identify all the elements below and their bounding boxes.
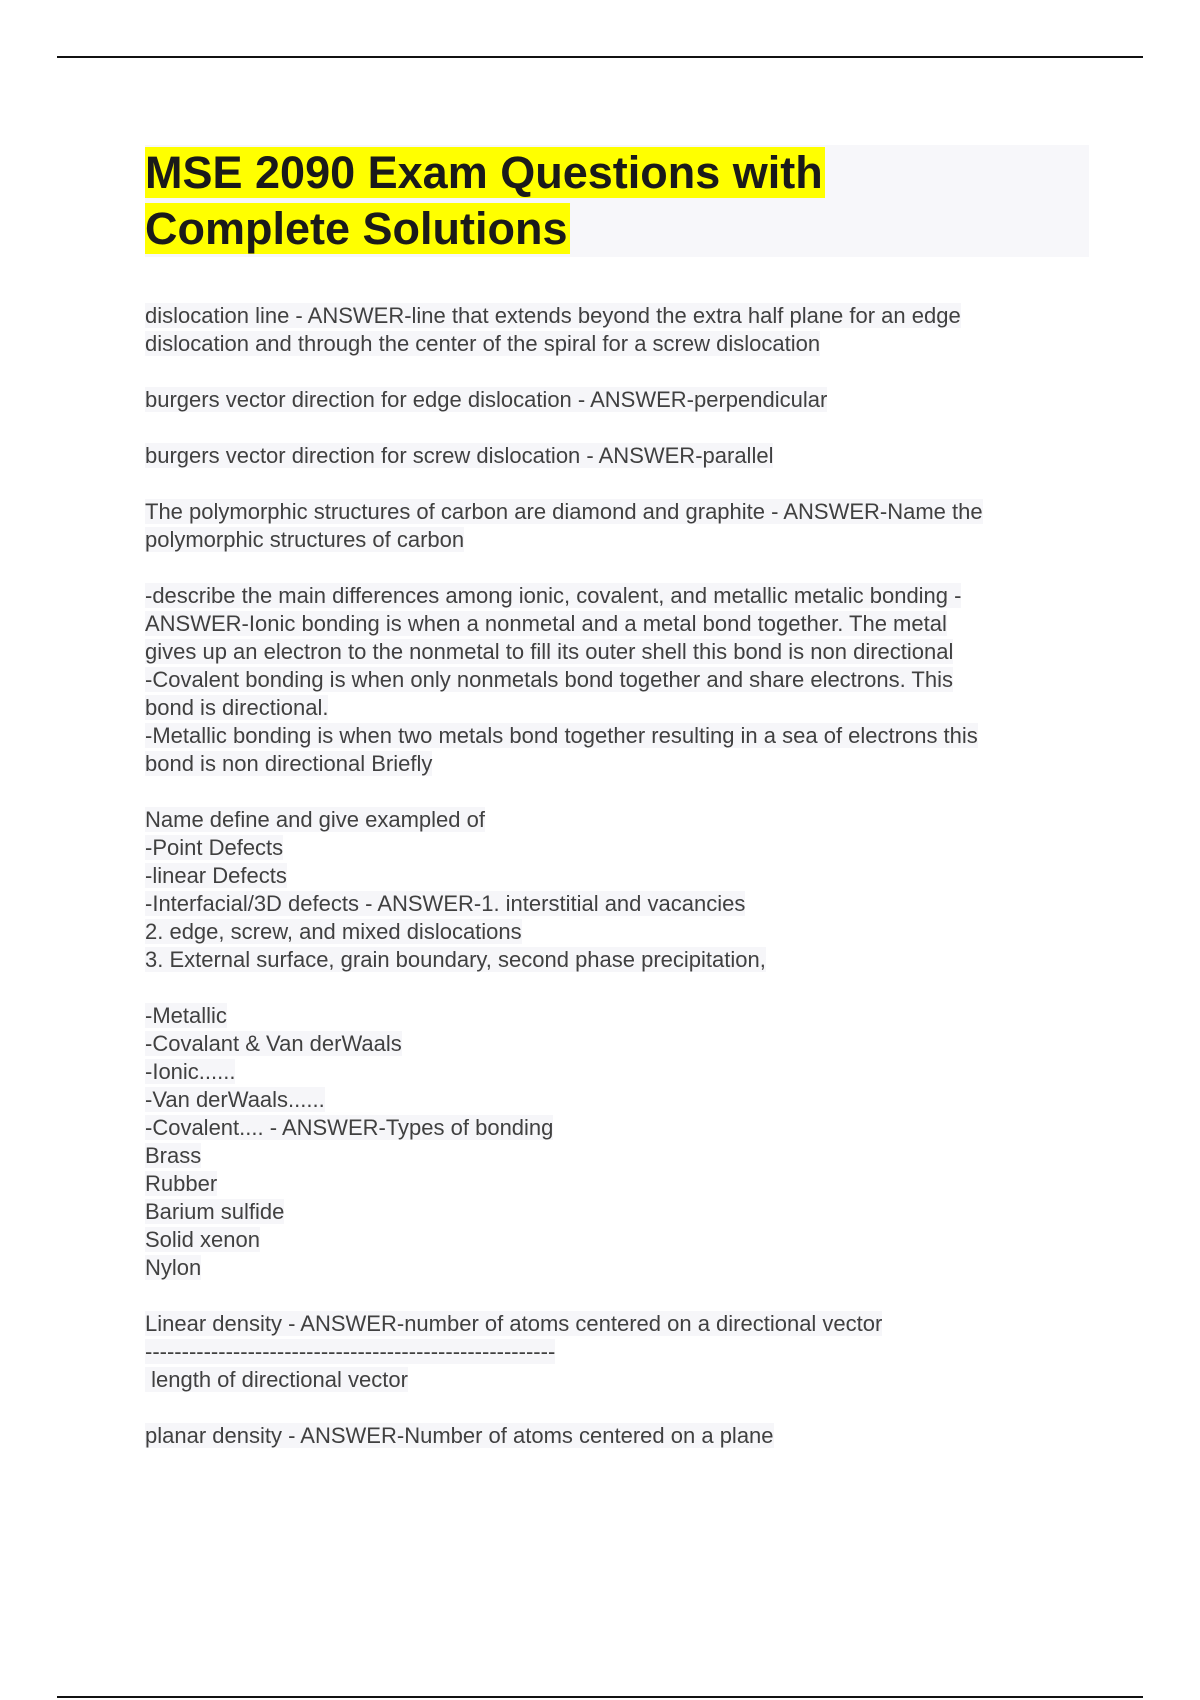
qa-line xyxy=(145,946,1089,974)
qa-line-text: -Metallic bonding is when two metals bond together resulting in a sea of electrons this xyxy=(145,723,978,748)
qa-line xyxy=(145,722,1089,750)
qa-line-text: burgers vector direction for screw dislocation - ANSWER-parallel xyxy=(145,443,774,468)
qa-line-text: 2. edge, screw, and mixed dislocations xyxy=(145,919,522,944)
qa-line-text: Solid xenon xyxy=(145,1227,260,1252)
qa-line xyxy=(145,1226,1089,1254)
qa-entry xyxy=(145,302,1089,358)
qa-line xyxy=(145,582,1089,610)
qa-entry xyxy=(145,442,1089,470)
qa-entry xyxy=(145,806,1089,974)
qa-line-text: -------------------------------------------------------- xyxy=(145,1339,556,1364)
qa-line xyxy=(145,806,1089,834)
qa-line-text: Brass xyxy=(145,1143,202,1168)
qa-line-text: bond is directional. xyxy=(145,695,329,720)
qa-line-text: dislocation line - ANSWER-line that extends beyond the extra half plane for an edge xyxy=(145,303,961,328)
qa-line-text: Barium sulfide xyxy=(145,1199,285,1224)
qa-line-text: -Van derWaals...... xyxy=(145,1087,325,1112)
qa-line xyxy=(145,918,1089,946)
qa-line-text: Rubber xyxy=(145,1171,218,1196)
qa-line xyxy=(145,610,1089,638)
qa-line xyxy=(145,526,1089,554)
top-rule xyxy=(57,56,1143,58)
qa-line xyxy=(145,638,1089,666)
qa-entry xyxy=(145,386,1089,414)
qa-line xyxy=(145,1338,1089,1366)
qa-line-text: gives up an electron to the nonmetal to fill its outer shell this bond is non directional xyxy=(145,639,954,664)
qa-entry xyxy=(145,1002,1089,1282)
title-line-2: Complete Solutions xyxy=(145,203,568,254)
qa-line xyxy=(145,1058,1089,1086)
qa-line-text: planar density - ANSWER-Number of atoms centered on a plane xyxy=(145,1423,774,1448)
qa-line-text: Name define and give exampled of xyxy=(145,807,485,832)
qa-line-text: -Point Defects xyxy=(145,835,284,860)
qa-line xyxy=(145,1086,1089,1114)
bottom-rule xyxy=(57,1696,1143,1698)
qa-entry xyxy=(145,1422,1089,1450)
qa-line xyxy=(145,498,1089,526)
qa-line xyxy=(145,1254,1089,1282)
qa-line xyxy=(145,1002,1089,1030)
qa-line xyxy=(145,1310,1089,1338)
qa-line xyxy=(145,1114,1089,1142)
page-title xyxy=(145,145,1089,257)
qa-line xyxy=(145,694,1089,722)
qa-line xyxy=(145,330,1089,358)
qa-line-text: The polymorphic structures of carbon are diamond and graphite - ANSWER-Name the xyxy=(145,499,983,524)
qa-line-text: -describe the main differences among ionic, covalent, and metallic metalic bonding - xyxy=(145,583,962,608)
qa-line-text: length of directional vector xyxy=(145,1367,408,1392)
qa-line xyxy=(145,1198,1089,1226)
qa-line-text: -Ionic...... xyxy=(145,1059,236,1084)
title-line-1: MSE 2090 Exam Questions with xyxy=(145,147,823,198)
qa-line-text: ANSWER-Ionic bonding is when a nonmetal and a metal bond together. The metal xyxy=(145,611,947,636)
title-block xyxy=(145,145,1089,257)
qa-line-text: 3. External surface, grain boundary, second phase precipitation, xyxy=(145,947,766,972)
qa-line-text: polymorphic structures of carbon xyxy=(145,527,465,552)
qa-line xyxy=(145,862,1089,890)
qa-line-text: -Covalant & Van derWaals xyxy=(145,1031,402,1056)
qa-line xyxy=(145,834,1089,862)
qa-line-text: Nylon xyxy=(145,1255,202,1280)
qa-line-text: dislocation and through the center of the spiral for a screw dislocation xyxy=(145,331,821,356)
qa-line xyxy=(145,890,1089,918)
qa-line-text: -Covalent.... - ANSWER-Types of bonding xyxy=(145,1115,554,1140)
qa-line xyxy=(145,1422,1089,1450)
qa-entry xyxy=(145,582,1089,778)
qa-line xyxy=(145,1030,1089,1058)
qa-line xyxy=(145,442,1089,470)
qa-line xyxy=(145,302,1089,330)
qa-line-text: -Covalent bonding is when only nonmetals bond together and share electrons. This xyxy=(145,667,953,692)
qa-entry xyxy=(145,498,1089,554)
qa-line xyxy=(145,666,1089,694)
qa-line-text: Linear density - ANSWER-number of atoms centered on a directional vector xyxy=(145,1311,883,1336)
qa-line-text: burgers vector direction for edge dislocation - ANSWER-perpendicular xyxy=(145,387,828,412)
qa-entry xyxy=(145,1310,1089,1394)
qa-line-text: -linear Defects xyxy=(145,863,287,888)
qa-list xyxy=(145,302,1089,1478)
qa-line xyxy=(145,386,1089,414)
qa-line-text: -Interfacial/3D defects - ANSWER-1. interstitial and vacancies xyxy=(145,891,746,916)
qa-line xyxy=(145,1366,1089,1394)
qa-line xyxy=(145,1170,1089,1198)
qa-line-text: -Metallic xyxy=(145,1003,227,1028)
qa-line-text: bond is non directional Briefly xyxy=(145,751,433,776)
qa-line xyxy=(145,1142,1089,1170)
qa-line xyxy=(145,750,1089,778)
